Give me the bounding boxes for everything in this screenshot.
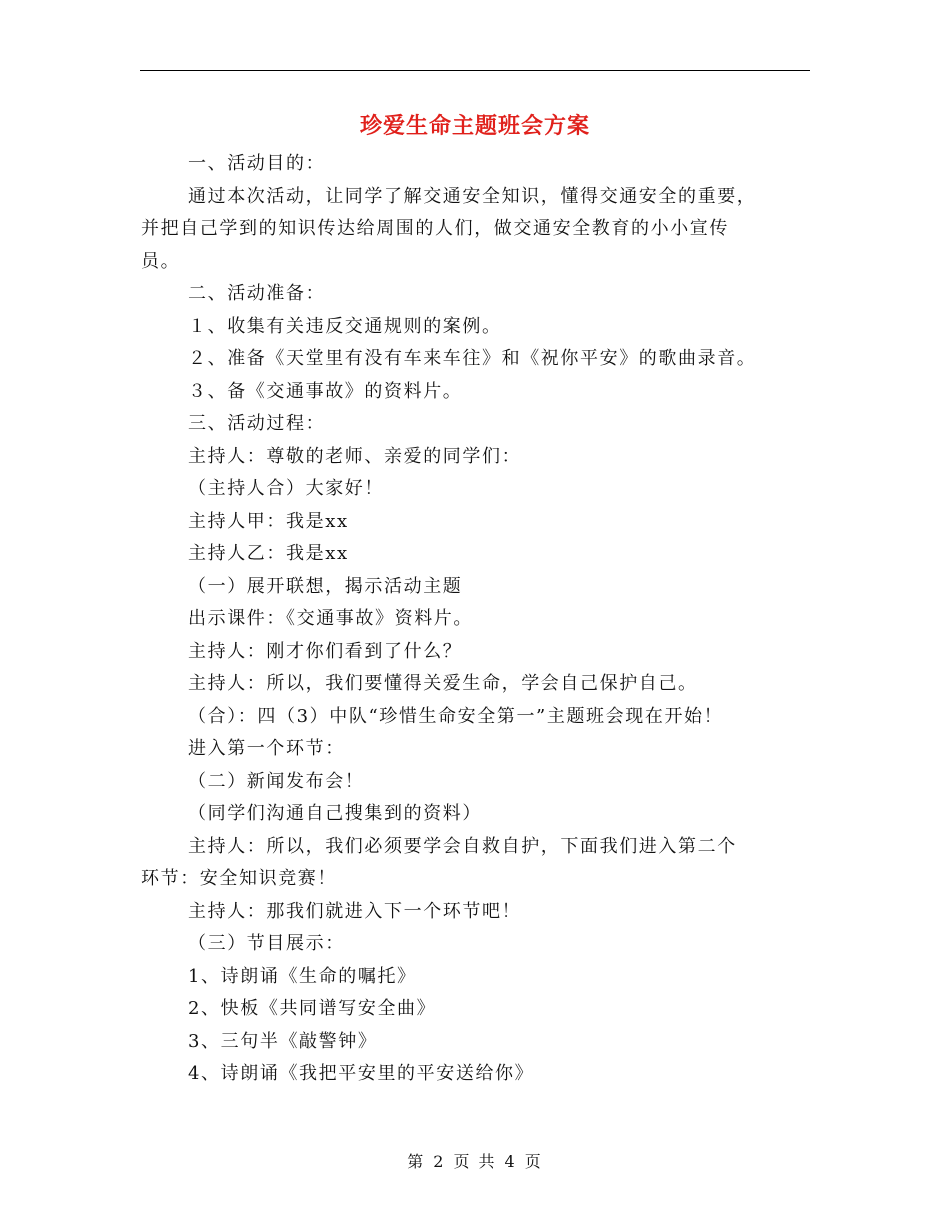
paragraph-4: 员。 (141, 250, 181, 272)
footer-page-number: 2 (433, 1152, 446, 1171)
footer-prefix: 第 (407, 1152, 426, 1171)
document-title: 珍爱生命主题班会方案 (359, 113, 590, 139)
paragraph-9: 三、活动过程： (188, 413, 326, 434)
paragraph-20: （二）新闻发布会！ (188, 770, 365, 792)
paragraph-19: 进入第一个环节： (188, 738, 345, 759)
paragraph-27: 2、快板《共同谱写安全曲》 (188, 998, 437, 1019)
paragraph-18: （合）：四（3）中队“珍惜生命安全第一”主题班会现在开始！ (188, 705, 724, 727)
paragraph-6: １、收集有关违反交通规则的案例。 (188, 315, 502, 337)
header-rule (140, 70, 810, 71)
paragraph-26: 1、诗朗诵《生命的嘱托》 (188, 965, 417, 987)
paragraph-11: （主持人合）大家好！ (188, 478, 384, 499)
paragraph-13: 主持人乙：我是xx (188, 543, 349, 564)
paragraph-16: 主持人：刚才你们看到了什么？ (188, 640, 463, 662)
page-footer (0, 1150, 950, 1174)
paragraph-2: 通过本次活动，让同学了解交通安全知识，懂得交通安全的重要， (188, 185, 757, 207)
paragraph-24: 主持人：那我们就进入下一个环节吧！ (188, 900, 522, 922)
paragraph-1: 一、活动目的： (188, 153, 326, 174)
paragraph-22: 主持人：所以，我们必须要学会自救自护，下面我们进入第二个 (188, 835, 737, 857)
paragraph-23: 环节：安全知识竞赛！ (141, 868, 337, 889)
paragraph-28: 3、三句半《敲警钟》 (188, 1030, 378, 1052)
paragraph-17: 主持人：所以，我们要懂得关爱生命，学会自己保护自己。 (188, 673, 698, 694)
paragraph-3: 并把自己学到的知识传达给周围的人们，做交通安全教育的小小宣传 (141, 218, 729, 239)
paragraph-12: 主持人甲：我是xx (188, 510, 349, 532)
paragraph-7: ２、准备《天堂里有没有车来车往》和《祝你平安》的歌曲录音。 (188, 348, 757, 369)
footer-middle: 页 共 (453, 1152, 497, 1171)
paragraph-15: 出示课件：《交通事故》资料片。 (188, 608, 473, 629)
footer-suffix: 页 (524, 1152, 543, 1171)
paragraph-8: ３、备《交通事故》的资料片。 (188, 380, 463, 402)
paragraph-14: （一）展开联想，揭示活动主题 (188, 575, 463, 597)
document-body (141, 148, 813, 1091)
paragraph-21: （同学们沟通自己搜集到的资料） (188, 803, 482, 824)
paragraph-10: 主持人：尊敬的老师、亲爱的同学们： (188, 445, 522, 467)
paragraph-5: 二、活动准备： (188, 283, 326, 304)
footer-total-pages: 4 (504, 1152, 517, 1171)
paragraph-25: （三）节目展示： (188, 933, 345, 954)
paragraph-29: 4、诗朗诵《我把平安里的平安送给你》 (188, 1063, 535, 1084)
